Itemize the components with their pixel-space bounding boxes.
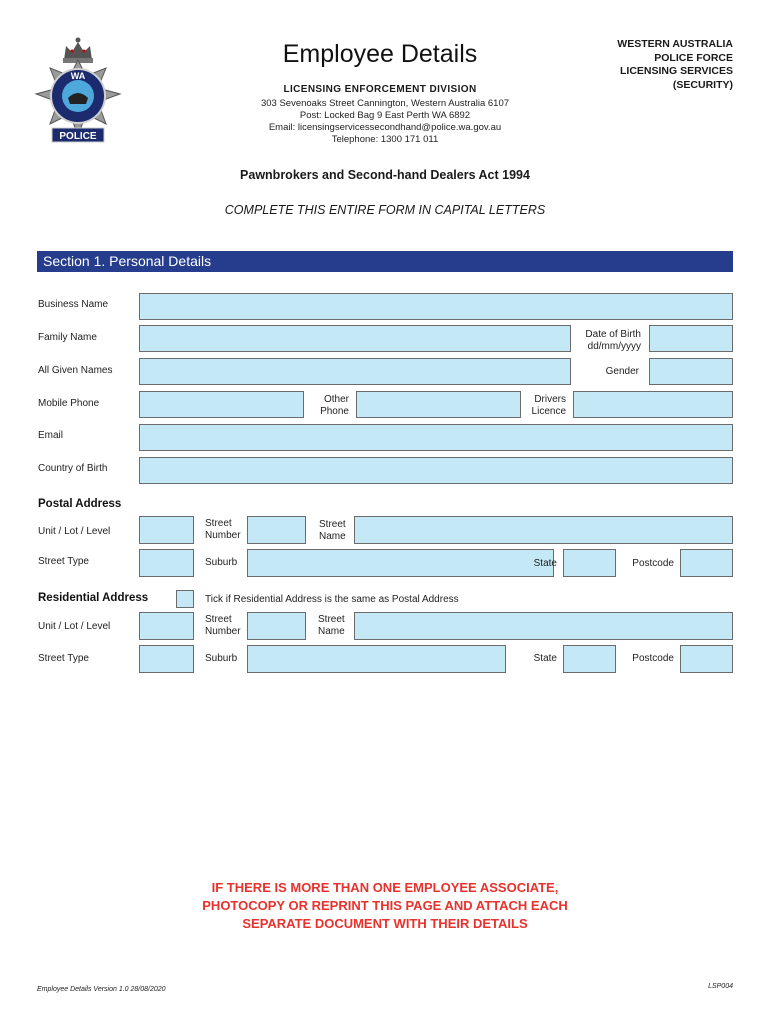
logo-bottom-text: POLICE: [59, 131, 97, 142]
other-phone-label-line2: Phone: [320, 406, 349, 417]
postal-street-number-field[interactable]: [247, 516, 306, 544]
residential-street-name-label: [318, 614, 345, 638]
residential-street-number-field[interactable]: [247, 612, 306, 640]
residential-postcode-label: Postcode: [632, 653, 674, 664]
postal-street-name-label-line2: Name: [319, 531, 346, 542]
agency-line: (SECURITY): [672, 78, 733, 91]
postal-address-heading: Postal Address: [38, 498, 122, 510]
agency-line: POLICE FORCE: [654, 51, 733, 64]
drivers-licence-label-line1: Drivers: [534, 394, 566, 405]
postal-unit-label: Unit / Lot / Level: [38, 526, 111, 537]
contact-address: 303 Sevenoaks Street Cannington, Western Australia 6107: [260, 98, 510, 109]
gender-label: Gender: [605, 366, 639, 377]
residential-suburb-field[interactable]: [247, 645, 506, 673]
residential-street-number-label-line1: Street: [205, 614, 232, 625]
gender-field[interactable]: [649, 358, 733, 385]
postal-street-number-label-line2: Number: [205, 530, 241, 541]
agency-line: WESTERN AUSTRALIA: [617, 38, 733, 50]
wa-police-crest-logo: [28, 32, 128, 156]
footer-version: Employee Details Version 1.0 28/08/2020: [37, 986, 166, 993]
notice-line: PHOTOCOPY OR REPRINT THIS PAGE AND ATTACH EACH: [202, 898, 568, 913]
family-name-label: Family Name: [38, 332, 97, 343]
residential-street-type-label: Street Type: [38, 653, 89, 664]
logo-top-text: WA: [70, 71, 86, 81]
contact-email: Email: licensingservicessecondhand@police.wa.gov.au: [268, 122, 502, 133]
residential-street-name-label-line2: Name: [318, 626, 345, 637]
postal-state-label: State: [533, 558, 557, 569]
drivers-licence-label: [516, 394, 566, 418]
email-label: Email: [38, 430, 64, 441]
notice-line: IF THERE IS MORE THAN ONE EMPLOYEE ASSOCIATE,: [211, 880, 559, 895]
contact-post: Post: Locked Bag 9 East Perth WA 6892: [299, 110, 471, 121]
drivers-licence-label-line2: Licence: [531, 406, 566, 417]
residential-street-name-field[interactable]: [354, 612, 733, 640]
notice-line: SEPARATE DOCUMENT WITH THEIR DETAILS: [242, 916, 528, 931]
residential-unit-field[interactable]: [139, 612, 194, 640]
email-field[interactable]: [139, 424, 733, 451]
postal-suburb-label: Suburb: [205, 557, 238, 568]
act-title: Pawnbrokers and Second-hand Dealers Act 1994: [240, 168, 530, 182]
postal-street-number-label: [205, 518, 241, 542]
dob-label-line1: Date of Birth: [585, 329, 641, 340]
multiple-employees-notice: [120, 879, 650, 933]
date-of-birth-field[interactable]: [649, 325, 733, 352]
other-phone-label: [300, 394, 349, 418]
date-of-birth-label: [572, 329, 641, 353]
postal-postcode-field[interactable]: [680, 549, 733, 577]
business-name-field[interactable]: [139, 293, 733, 320]
drivers-licence-field[interactable]: [573, 391, 733, 418]
mobile-phone-label: Mobile Phone: [38, 398, 100, 409]
residential-street-number-label: [205, 614, 241, 638]
postal-street-number-label-line1: Street: [205, 518, 232, 529]
postal-street-type-label: Street Type: [38, 556, 89, 567]
postal-street-name-label: [319, 519, 346, 543]
residential-state-label: State: [533, 653, 557, 664]
residential-street-name-label-line1: Street: [318, 614, 345, 625]
form-instruction: COMPLETE THIS ENTIRE FORM IN CAPITAL LETTERS: [224, 203, 546, 217]
residential-state-field[interactable]: [563, 645, 616, 673]
same-as-postal-label: Tick if Residential Address is the same as Postal Address: [205, 594, 459, 605]
postal-unit-field[interactable]: [139, 516, 194, 544]
footer-form-code: LSP004: [708, 983, 733, 990]
residential-suburb-label: Suburb: [205, 653, 238, 664]
country-of-birth-field[interactable]: [139, 457, 733, 484]
residential-unit-label: Unit / Lot / Level: [38, 621, 111, 632]
postal-postcode-label: Postcode: [632, 558, 674, 569]
postal-street-type-field[interactable]: [139, 549, 194, 577]
mobile-phone-field[interactable]: [139, 391, 304, 418]
given-names-field[interactable]: [139, 358, 571, 385]
business-name-label: Business Name: [38, 299, 109, 310]
residential-postcode-field[interactable]: [680, 645, 733, 673]
same-as-postal-checkbox[interactable]: [176, 590, 194, 608]
residential-street-type-field[interactable]: [139, 645, 194, 673]
contact-telephone: Telephone: 1300 171 011: [331, 134, 439, 145]
family-name-field[interactable]: [139, 325, 571, 352]
postal-state-field[interactable]: [563, 549, 616, 577]
agency-block: [560, 38, 733, 92]
postal-street-name-field[interactable]: [354, 516, 733, 544]
country-of-birth-label: Country of Birth: [38, 463, 108, 474]
other-phone-label-line1: Other: [323, 394, 349, 405]
other-phone-field[interactable]: [356, 391, 521, 418]
given-names-label: All Given Names: [38, 365, 113, 376]
residential-address-heading: Residential Address: [38, 592, 149, 604]
postal-street-name-label-line1: Street: [319, 519, 346, 530]
residential-street-number-label-line2: Number: [205, 626, 241, 637]
page-title: Employee Details: [282, 40, 478, 68]
postal-suburb-field[interactable]: [247, 549, 554, 577]
division-name: LICENSING ENFORCEMENT DIVISION: [283, 84, 477, 95]
agency-line: LICENSING SERVICES: [620, 65, 733, 77]
section-1-header: Section 1. Personal Details: [37, 251, 733, 272]
dob-label-line2: dd/mm/yyyy: [587, 341, 641, 352]
